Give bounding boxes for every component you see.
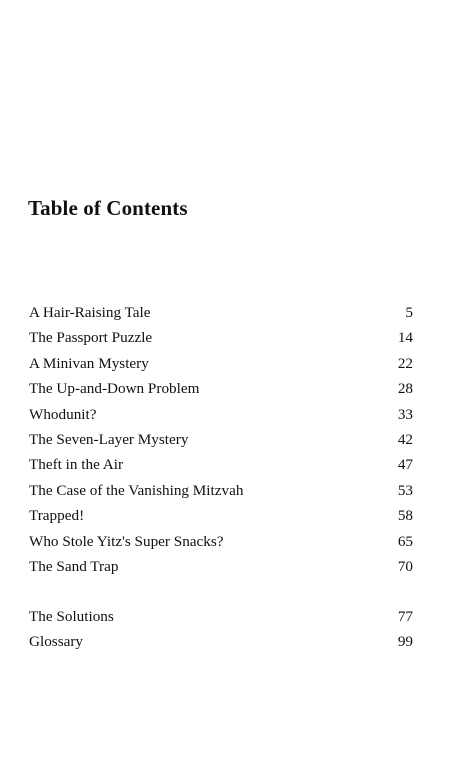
toc-entry [29, 427, 413, 452]
toc-entry-page: 14 [397, 329, 413, 347]
toc-entry-title: Trapped! [29, 507, 85, 525]
toc-entry [29, 554, 413, 579]
toc-entry [29, 529, 413, 554]
toc-entry-page: 77 [397, 608, 413, 625]
toc-entry-page: 42 [397, 430, 413, 448]
toc-entry-title: The Sand Trap [29, 557, 119, 575]
toc-entry-title: Glossary [29, 633, 83, 651]
toc-entry [29, 300, 413, 325]
toc-entry-page: 58 [397, 507, 413, 525]
toc-entry [29, 604, 413, 629]
toc-entry [29, 452, 413, 477]
toc-entry-page: 28 [397, 380, 413, 398]
toc-entry [29, 629, 413, 654]
toc-entry-page: 33 [397, 405, 413, 423]
toc-entry-title: Who Stole Yitz's Super Snacks? [29, 532, 224, 550]
toc-entry-page: 53 [397, 481, 413, 499]
toc-entry-title: The Passport Puzzle [29, 329, 153, 347]
toc-list [29, 300, 413, 579]
toc-entry-title: A Hair-Raising Tale [29, 304, 151, 321]
toc-entry-page: 47 [397, 456, 413, 474]
toc-entry [29, 376, 413, 401]
toc-entry-title: Theft in the Air [29, 456, 124, 474]
toc-entry-title: The Up-and-Down Problem [29, 380, 200, 398]
toc-entry-page: 22 [397, 354, 413, 372]
toc-entry-page: 99 [397, 633, 413, 651]
toc-entry-page: 70 [397, 557, 413, 575]
toc-back-matter-list [29, 604, 413, 655]
page-title: Table of Contents [28, 196, 188, 220]
toc-entry-title: The Case of the Vanishing Mitzvah [29, 481, 244, 499]
toc-entry-title: The Solutions [29, 608, 114, 625]
toc-entry [29, 478, 413, 503]
toc-entry [29, 351, 413, 376]
toc-entry-page: 5 [405, 304, 413, 321]
toc-entry-title: A Minivan Mystery [29, 354, 149, 372]
toc-entry-page: 65 [397, 532, 413, 550]
toc-entry-title: The Seven-Layer Mystery [29, 430, 189, 448]
toc-entry [29, 503, 413, 528]
toc-entry [29, 325, 413, 350]
toc-entry [29, 402, 413, 427]
toc-entry-title: Whodunit? [29, 405, 97, 423]
